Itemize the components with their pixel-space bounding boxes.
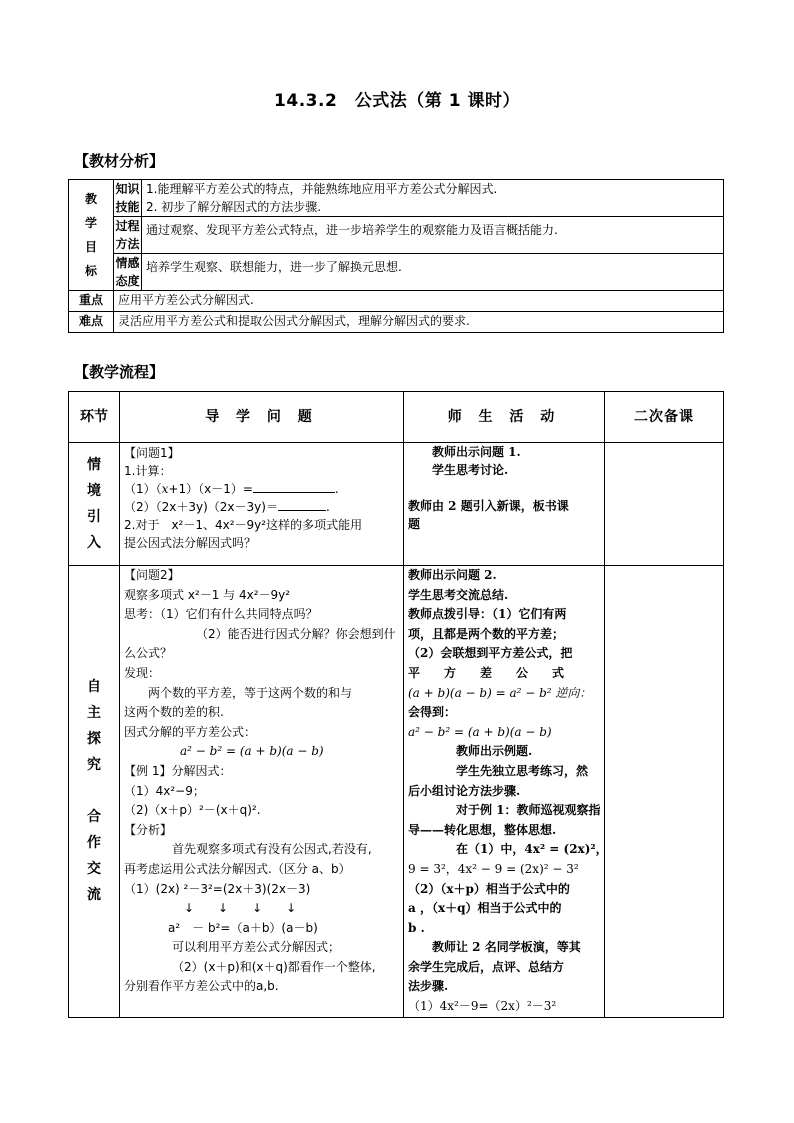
page-title: 14.3.2 公式法（第 1 课时） (274, 91, 520, 111)
sub-label-attitude: 情感 态度 (114, 254, 142, 291)
difficult-label: 难点 (69, 312, 114, 333)
example-1-title: 【例 1】分解因式： (124, 763, 232, 778)
activity-2-cell: 教师出示问题 2. 学生思考交流总结. 教师点拨引导：（1）它们有两 项，且都是两个数的平方差； （2）会联想到平方差公式，把 平 方 差 公 式 (a + b)(a − b) = a² − b² 逆向： 会得到： a² − b² = (a + b)(a − b) 教师出示例题. 学生先独立思考练习，然 后小组讨论方法步骤. 对于例 1：教师巡视观察指 导——转化思想，整体思想. 在（1）中，4x² = (2x)²， 9 = 3²，4x² − 9 = (2x)² − 3² （2）（x＋p）相当于公式中的 a ，（x＋q）相当于公式中的 b . 教师让 2 名同学板演，等其 余学生完成后，点评、总结方 法步骤. （1）4x²－9=（2x）²－3² (404, 566, 605, 1018)
flow-table (68, 391, 724, 1018)
header-second-prep: 二次备课 (605, 392, 724, 443)
activity-1-cell: 教师出示问题 1. 学生思考讨论. 教师由 2 题引入新课，板书课 题 (404, 443, 605, 566)
question-2-cell: 【问题2】 观察多项式 x²－1 与 4x²－9y² 思考：（1）它们有什么共同特点吗？ （2）能否进行因式分解？你会想到什 么公式？ 发现： 两个数的平方差，等于这两个数的和与 这两个数的差的积. 因式分解的平方差公式： a² − b² = (a + b)(a − b) 【例 1】分解因式： （1）4x²−9； （2)（x＋p）²－(x＋q)². 【分析】 首先观察多项式有没有公因式,若没有, 再考虑运用公式法分解因式.（区分 a、b） （1）(2x) ²－3²=(2x＋3)(2x－3) ↓ ↓ ↓ ↓ a² － b²=（a＋b）(a－b) 可以利用平方差公式分解因式； （2）(x＋p)和(x＋q)都看作一个整体, 分别看作平方差公式中的a,b. (120, 566, 404, 1018)
key-row (69, 291, 724, 312)
key-label: 重点 (69, 291, 114, 312)
difficult-text: 灵活应用平方差公式和提取公因式分解因式，理解分解因式的要求. (114, 312, 724, 333)
difficult-row (69, 312, 724, 333)
process-text: 通过观察、发现平方差公式特点，进一步培养学生的观察能力及语言概括能力. (142, 217, 724, 254)
header-questions: 导 学 问 题 (120, 392, 404, 443)
sub-label-process: 过程 方法 (114, 217, 142, 254)
stage-intro: 情 境 引 入 (69, 443, 120, 566)
section-heading-flow: 【教学流程】 (74, 363, 165, 381)
section-heading-analysis: 【教材分析】 (74, 152, 165, 170)
flow-header-row (69, 392, 724, 443)
analysis-row (69, 217, 724, 254)
flow-row-intro (69, 443, 724, 566)
analysis-row (69, 180, 724, 217)
sub-label-knowledge: 知识 技能 (114, 180, 142, 217)
arrows: ↓ ↓ ↓ ↓ (184, 901, 297, 916)
second-prep-1 (605, 443, 724, 566)
question-1-cell: 【问题1】 1.计算： （1）（x+1）（x－1）= . （2）（2x＋3y)（2x－3y)＝ . 2.对于 x²－1、4x²－9y²这样的多项式能用 提公因式法分解因式吗？ (120, 443, 404, 566)
question-1-title: 【问题1】 (124, 446, 180, 460)
analysis-table (68, 179, 724, 333)
header-activities: 师 生 活 动 (404, 392, 605, 443)
question-2-title: 【问题2】 (124, 568, 180, 582)
key-text: 应用平方差公式分解因式. (114, 291, 724, 312)
formula: a² − b² = (a + b)(a − b) (180, 744, 324, 759)
attitude-text: 培养学生观察、联想能力，进一步了解换元思想. (142, 254, 724, 291)
header-stage: 环节 (69, 392, 120, 443)
stage-explore: 自 主 探 究 合 作 交 流 (69, 566, 120, 1018)
analysis-row (69, 254, 724, 291)
knowledge-text: 1.能理解平方差公式的特点，并能熟练地应用平方差公式分解因式. 2. 初步了解分解因式的方法步骤. (142, 180, 724, 217)
goal-label: 教 学 目 标 (69, 180, 114, 291)
second-prep-2 (605, 566, 724, 1018)
flow-row-explore (69, 566, 724, 1018)
